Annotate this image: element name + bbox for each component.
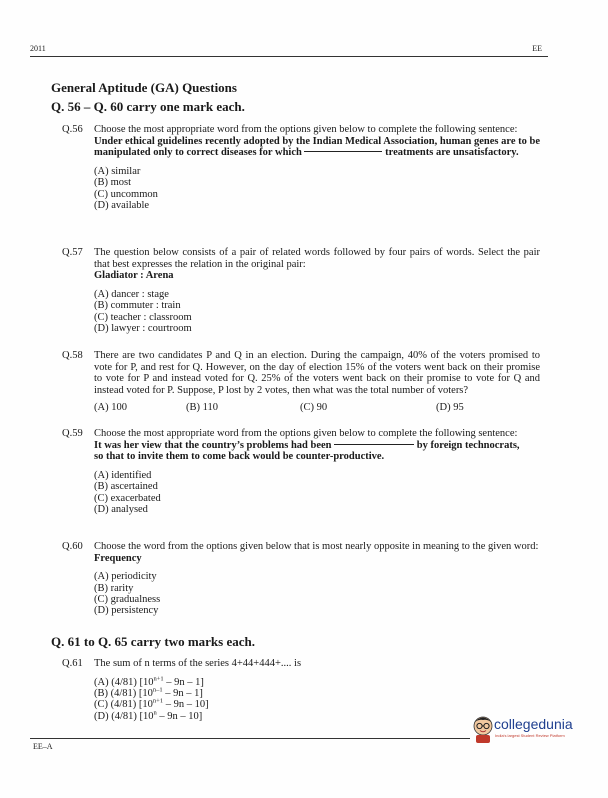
question-intro: Choose the most appropriate word from the options given below to complete the following sentence:	[94, 428, 518, 439]
question-intro: Choose the word from the options given below that is most nearly opposite in meaning to the given word:	[94, 541, 539, 552]
option-b: (B) most	[94, 177, 132, 189]
question-intro: The question below consists of a pair of related words followed by four pairs of words. Select the pair that best expresses the relation in the original pair:	[94, 247, 540, 270]
option-b: (B) rarity	[94, 582, 134, 594]
sentence-part-a: Under ethical guidelines recently adopted by the Indian Medical Association, human genes are to be manipulated only to correct diseases for which	[94, 135, 540, 159]
options-list	[94, 470, 540, 516]
option-a: (A) dancer : stage	[94, 288, 169, 300]
question-56	[62, 124, 540, 211]
question-text: The sum of n terms of the series 4+44+444+.... is	[94, 658, 302, 669]
section-title: General Aptitude (GA) Questions	[51, 80, 237, 95]
options-list	[94, 289, 540, 335]
option-d: (D) analysed	[94, 504, 148, 515]
option-a: (A) similar	[94, 165, 141, 177]
footer-paper-code: EE–A	[33, 742, 53, 751]
section-title-two-marks: Q. 61 to Q. 65 carry two marks each.	[51, 634, 255, 649]
given-word: Frequency	[94, 552, 142, 564]
mascot-icon	[470, 714, 496, 744]
question-text: There are two candidates P and Q in an election. During the campaign, 40% of the voters promised to vote for P, and rest for Q. However, on the day of election 15% of the voters went back on their promise to vote for P and instead voted for Q. 25% of the voters went back on their promise to vote for Q and instead voted for P. Suppose, P lost by 2 votes, then what was the total number of voters?	[94, 350, 540, 396]
header-paper-code: EE	[532, 44, 542, 53]
logo-tagline: India's largest Student Review Platform	[495, 733, 565, 738]
sentence-part-b: treatments are unsatisfactory.	[385, 147, 519, 159]
option-c: (C) (4/81) $[10^{n+1} - 9n - 10]$	[94, 697, 209, 711]
sentence-part-b: by foreign technocrats,	[416, 439, 520, 451]
options-row	[94, 402, 540, 414]
question-number: Q.56	[62, 124, 83, 135]
question-58	[62, 350, 540, 414]
question-number: Q.58	[62, 350, 83, 361]
option-b: (B) 110	[186, 402, 218, 414]
option-a: (A) identified	[94, 469, 152, 481]
sentence-part-a: It was her view that the country’s problems had been	[94, 439, 332, 451]
option-d: (D) (4/81) [10$^n$ – 9n – 10]	[94, 709, 203, 722]
collegedunia-logo	[470, 712, 580, 752]
option-d: (D) available	[94, 200, 150, 211]
option-d: (D) 95	[436, 402, 464, 414]
question-number: Q.61	[62, 658, 83, 669]
option-d: (D) lawyer : courtroom	[94, 323, 192, 334]
answer-blank	[304, 151, 382, 152]
option-d: (D) persistency	[94, 605, 159, 617]
sentence-part-c: so that to invite them to come back would be counter-productive.	[94, 451, 385, 463]
option-b: (B) ascertained	[94, 481, 158, 493]
option-c: (C) uncommon	[94, 188, 158, 200]
options-list	[94, 571, 540, 617]
question-59	[62, 428, 540, 515]
section-subtitle: Q. 56 – Q. 60 carry one mark each.	[51, 99, 245, 114]
option-a: (A) (4/81) $[10^{n+1} - 9n - 1]$	[94, 675, 204, 688]
header-rule	[30, 56, 548, 57]
option-a: (A) 100	[94, 402, 127, 414]
footer-rule	[30, 738, 470, 739]
question-60	[62, 541, 540, 617]
option-c: (C) gradualness	[94, 594, 161, 605]
option-c: (C) teacher : classroom	[94, 311, 192, 323]
question-61	[62, 658, 540, 722]
options-list	[94, 166, 540, 212]
question-number: Q.60	[62, 541, 83, 552]
question-57	[62, 247, 540, 334]
question-sentence	[94, 440, 540, 452]
question-number: Q.59	[62, 428, 83, 439]
option-b: (B) (4/81) [10$^{n-1}$ – 9n – 1]	[94, 686, 203, 699]
option-c: (C) 90	[300, 402, 328, 414]
question-sentence	[94, 136, 540, 159]
header-year: 2011	[30, 44, 46, 53]
question-number: Q.57	[62, 247, 83, 258]
option-a: (A) periodicity	[94, 571, 157, 583]
option-b: (B) commuter : train	[94, 300, 181, 312]
answer-blank	[334, 444, 414, 445]
question-intro: Choose the most appropriate word from the options given below to complete the following sentence:	[94, 124, 518, 135]
word-pair: Gladiator : Arena	[94, 270, 174, 282]
logo-text: collegedunia	[494, 716, 573, 732]
option-c: (C) exacerbated	[94, 492, 161, 504]
